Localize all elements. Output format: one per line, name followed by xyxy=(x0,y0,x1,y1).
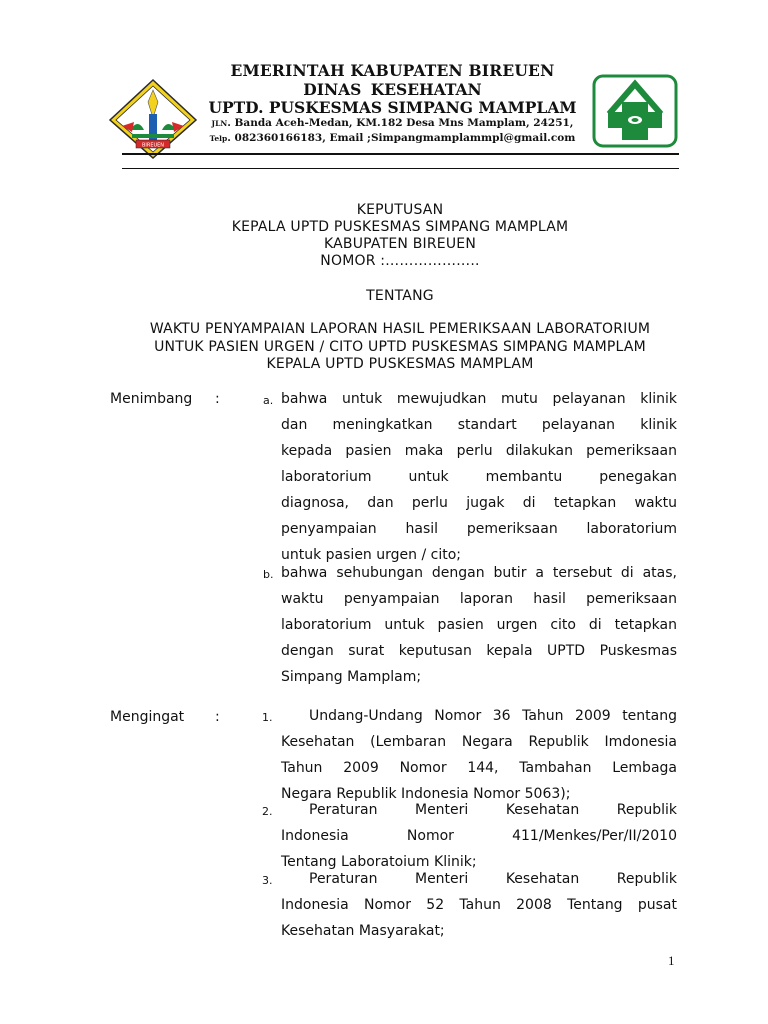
letterhead-government: EMERINTAH KABUPATEN BIREUEN xyxy=(230,61,555,80)
letterhead-rule-thin xyxy=(122,168,679,169)
decree-subject-line1: WAKTU PENYAMPAIAN LAPORAN HASIL PEMERIKSAAN LABORATORIUM xyxy=(149,321,651,337)
letterhead-contact xyxy=(205,132,580,144)
menimbang-b-text xyxy=(281,560,677,690)
letterhead-rule-thick xyxy=(122,153,679,155)
text-line: Kesehatan Masyarakat; xyxy=(281,923,445,939)
decree-regency: KABUPATEN BIREUEN xyxy=(324,236,476,252)
mengingat-label: Mengingat xyxy=(110,709,185,725)
address-text: . Banda Aceh-Medan, KM.182 Desa Mns Mamplam, 24251, xyxy=(227,117,574,129)
text-line: penyampaian hasil pemeriksaan laboratorium xyxy=(281,521,677,537)
menimbang-label: Menimbang xyxy=(110,391,193,407)
mengingat-2-text xyxy=(281,797,677,875)
health-cross-logo xyxy=(592,74,678,148)
text-line: laboratorium untuk pasien urgen cito di tetapkan xyxy=(281,617,677,633)
address-prefix: JLN xyxy=(211,119,228,128)
mengingat-3-marker: 3. xyxy=(262,874,273,887)
decree-subject-line3: KEPALA UPTD PUSKESMAS MAMPLAM xyxy=(266,356,534,372)
menimbang-b-marker: b. xyxy=(263,568,274,581)
text-line: Kesehatan (Lembaran Negara Republik Imdonesia xyxy=(281,734,677,750)
text-line: Tahun 2009 Nomor 144, Tambahan Lembaga xyxy=(281,760,677,776)
letterhead-institution: UPTD. PUSKESMAS SIMPANG MAMPLAM xyxy=(208,98,577,117)
decree-about: TENTANG xyxy=(366,288,434,304)
decree-subject-line2: UNTUK PASIEN URGEN / CITO UPTD PUSKESMAS SIMPANG MAMPLAM xyxy=(154,339,646,355)
mengingat-colon: : xyxy=(215,709,220,725)
text-line: Indonesia Nomor 52 Tahun 2008 Tentang pusat xyxy=(281,897,677,913)
emblem-banner-text: BIREUEN xyxy=(141,142,165,149)
text-line: Indonesia Nomor 411/Menkes/Per/II/2010 xyxy=(281,828,677,844)
decree-title: KEPUTUSAN xyxy=(356,202,444,218)
text-line: untuk pasien urgen / cito; xyxy=(281,547,461,563)
mengingat-1-text xyxy=(281,703,677,807)
text-line: waktu penyampaian laporan hasil pemeriksaan xyxy=(281,591,677,607)
decree-issuer: KEPALA UPTD PUSKESMAS SIMPANG MAMPLAM xyxy=(231,219,569,235)
menimbang-colon: : xyxy=(215,391,220,407)
text-line: Peraturan Menteri Kesehatan Republik xyxy=(309,871,677,887)
phone-prefix: Telp xyxy=(209,134,228,143)
contact-text: . 082360166183, Email ;Simpangmamplammpl@gmail.com xyxy=(227,132,576,144)
decree-number: NOMOR :……………….. xyxy=(320,253,480,269)
text-line: Simpang Mamplam; xyxy=(281,669,422,685)
bireuen-emblem-logo xyxy=(108,78,198,160)
menimbang-a-text xyxy=(281,386,677,568)
letterhead-address xyxy=(205,117,580,129)
text-line: kepada pasien maka perlu dilakukan pemeriksaan xyxy=(281,443,677,459)
text-line: laboratorium untuk membantu penegakan xyxy=(281,469,677,485)
mengingat-2-marker: 2. xyxy=(262,805,273,818)
text-line: Tentang Laboratoium Klinik; xyxy=(281,854,477,870)
letterhead-department: DINAS KESEHATAN xyxy=(303,80,482,99)
text-line: bahwa untuk mewujudkan mutu pelayanan klinik xyxy=(281,391,677,407)
text-line: Undang-Undang Nomor 36 Tahun 2009 tentang xyxy=(309,708,677,724)
text-line: diagnosa, dan perlu jugak di tetapkan waktu xyxy=(281,495,677,511)
menimbang-a-marker: a. xyxy=(263,394,274,407)
mengingat-1-marker: 1. xyxy=(262,711,273,724)
text-line: dan meningkatkan standart pelayanan klinik xyxy=(281,417,677,433)
page-number: 1 xyxy=(668,953,675,968)
text-line: Negara Republik Indonesia Nomor 5063); xyxy=(281,786,571,802)
text-line: bahwa sehubungan dengan butir a tersebut di atas, xyxy=(281,565,677,581)
text-line: dengan surat keputusan kepala UPTD Puskesmas xyxy=(281,643,677,659)
mengingat-3-text xyxy=(281,866,677,944)
text-line: Peraturan Menteri Kesehatan Republik xyxy=(309,802,677,818)
